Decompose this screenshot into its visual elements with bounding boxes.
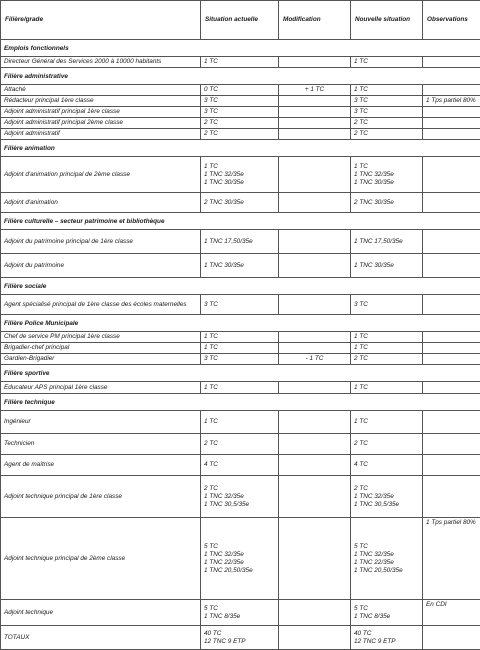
grade-cell: Ingénieur: [1, 411, 201, 434]
observations-cell: [423, 295, 480, 315]
observations-cell: 1 Tps partiel 80%: [423, 96, 480, 107]
table-row: [1, 411, 480, 434]
new-line: 2 TC: [354, 130, 419, 138]
new-cell: [351, 118, 423, 129]
current-line: 2 TC: [204, 130, 275, 138]
new-cell: [351, 354, 423, 365]
current-cell: [201, 118, 279, 129]
new-cell: [351, 382, 423, 394]
table-row: [1, 455, 480, 476]
new-line: 1 TC: [354, 384, 419, 392]
current-line: 1 TC: [204, 163, 275, 171]
totals-current-line: 12 TNC 9 ETP: [204, 638, 275, 646]
current-line: 1 TNC 32/35e: [204, 493, 275, 501]
table-row: [1, 332, 480, 343]
new-line: 5 TC: [354, 543, 419, 551]
current-line: 3 TC: [204, 97, 275, 105]
modification-cell: [279, 434, 351, 455]
grade-cell: Adjoint technique: [1, 600, 201, 626]
new-line: 1 TNC 32/35e: [354, 171, 419, 179]
new-line: 1 TNC 32/35e: [354, 493, 419, 501]
observations-cell: [423, 129, 480, 140]
modification-cell: [279, 382, 351, 394]
new-cell: [351, 129, 423, 140]
new-line: 1 TNC 30,5/35e: [354, 501, 419, 509]
modification-cell: [279, 254, 351, 278]
current-line: 1 TNC 8/35e: [204, 613, 275, 621]
new-line: 1 TNC 17,50/35e: [354, 238, 419, 246]
new-line: 1 TC: [354, 86, 419, 94]
current-line: 2 TNC 30/35e: [204, 199, 275, 207]
current-cell: [201, 476, 279, 518]
modification-cell: [279, 107, 351, 118]
new-line: 1 TC: [354, 333, 419, 341]
new-cell: [351, 518, 423, 600]
current-cell: [201, 600, 279, 626]
grade-cell: Adjoint du patrimoine: [1, 254, 201, 278]
totals-current: [201, 626, 279, 650]
new-cell: [351, 455, 423, 476]
new-line: 1 TNC 8/35e: [354, 613, 419, 621]
modification-cell: [279, 230, 351, 254]
table-row: [1, 193, 480, 213]
current-line: 2 TC: [204, 485, 275, 493]
current-cell: [201, 343, 279, 354]
table-row: [1, 157, 480, 193]
section-header-row: [1, 315, 480, 332]
current-line: 3 TC: [204, 355, 275, 363]
grade-cell: Attaché: [1, 85, 201, 96]
table-row: [1, 476, 480, 518]
section-title: Emplois fonctionnels: [1, 40, 480, 57]
modification-cell: [279, 85, 351, 96]
new-cell: [351, 96, 423, 107]
modification-cell: [279, 118, 351, 129]
section-title: Filière technique: [1, 394, 480, 411]
new-line: 2 TC: [354, 355, 419, 363]
modification-cell: [279, 157, 351, 193]
current-cell: [201, 434, 279, 455]
modification-cell: [279, 476, 351, 518]
section-title: Filière administrative: [1, 68, 480, 85]
current-cell: [201, 85, 279, 96]
table-row: [1, 254, 480, 278]
current-line: 0 TC: [204, 86, 275, 94]
current-line: 1 TC: [204, 344, 275, 352]
current-cell: [201, 295, 279, 315]
header-row: [1, 1, 480, 40]
new-line: 1 TC: [354, 58, 419, 66]
current-line: 1 TC: [204, 384, 275, 392]
grade-cell: Adjoint technique principal de 2ème classe: [1, 518, 201, 600]
new-line: 2 TC: [354, 119, 419, 127]
new-cell: [351, 411, 423, 434]
table-row: [1, 518, 480, 600]
table-row: [1, 434, 480, 455]
modification-cell: [279, 600, 351, 626]
observations-cell: 1 Tps partiel 80%: [423, 518, 480, 600]
current-line: 1 TNC 17,50/35e: [204, 238, 275, 246]
new-cell: [351, 57, 423, 68]
modification-cell: [279, 193, 351, 213]
current-line: 3 TC: [204, 301, 275, 309]
modification-cell: [279, 96, 351, 107]
section-header-row: [1, 394, 480, 411]
grade-cell: Agent spécialisé principal de 1ère classe des écoles maternelles: [1, 295, 201, 315]
grade-cell: Adjoint administratif: [1, 129, 201, 140]
new-line: 1 TC: [354, 418, 419, 426]
new-line: 2 TC: [354, 485, 419, 493]
new-line: 1 TNC 30/35e: [354, 262, 419, 270]
observations-cell: [423, 382, 480, 394]
current-cell: [201, 157, 279, 193]
grade-cell: Directeur Général des Services 2000 à 10000 habitants: [1, 57, 201, 68]
current-line: 4 TC: [204, 461, 275, 469]
table-row: [1, 600, 480, 626]
current-cell: [201, 455, 279, 476]
grade-cell: Technicien: [1, 434, 201, 455]
grade-cell: Adjoint d'animation: [1, 193, 201, 213]
current-line: 2 TC: [204, 440, 275, 448]
totals-new-line: 40 TC: [354, 630, 419, 638]
new-line: 3 TC: [354, 97, 419, 105]
totals-modification: [279, 626, 351, 650]
new-cell: [351, 230, 423, 254]
current-line: 5 TC: [204, 543, 275, 551]
new-cell: [351, 85, 423, 96]
grade-cell: Adjoint du patrimoine principal de 1ère classe: [1, 230, 201, 254]
new-line: 5 TC: [354, 605, 419, 613]
section-title: Filière Police Municipale: [1, 315, 480, 332]
grade-cell: Agent de maîtrise: [1, 455, 201, 476]
modification-cell: [279, 57, 351, 68]
header-grade: Filière/grade: [1, 1, 201, 40]
section-title: Filière sociale: [1, 278, 480, 295]
modification-cell: [279, 295, 351, 315]
current-cell: [201, 518, 279, 600]
header-observations: Observations: [423, 1, 480, 40]
observations-cell: [423, 434, 480, 455]
new-cell: [351, 193, 423, 213]
current-cell: [201, 57, 279, 68]
totals-new-line: 12 TNC 9 ETP: [354, 638, 419, 646]
table-row: [1, 85, 480, 96]
new-cell: [351, 254, 423, 278]
new-cell: [351, 295, 423, 315]
current-line: 1 TNC 32/35e: [204, 171, 275, 179]
table-row: [1, 354, 480, 365]
current-cell: [201, 411, 279, 434]
current-cell: [201, 107, 279, 118]
grade-cell: Chef de service PM principal 1ère classe: [1, 332, 201, 343]
new-line: 4 TC: [354, 461, 419, 469]
current-line: 1 TC: [204, 333, 275, 341]
new-line: 3 TC: [354, 108, 419, 116]
observations-cell: [423, 254, 480, 278]
observations-cell: [423, 343, 480, 354]
grade-cell: Adjoint administratif principal 2ème classe: [1, 118, 201, 129]
totals-observations: [423, 626, 480, 650]
section-title: Filière culturelle – secteur patrimoine et bibliothèque: [1, 213, 480, 230]
observations-cell: [423, 411, 480, 434]
header-modification: Modification: [279, 1, 351, 40]
grade-cell: Gardien-Brigadier: [1, 354, 201, 365]
table-row: [1, 96, 480, 107]
section-title: Filière animation: [1, 140, 480, 157]
section-title: Filière sportive: [1, 365, 480, 382]
current-line: 1 TNC 20,50/35e: [204, 567, 275, 575]
current-line: 1 TNC 30/35e: [204, 179, 275, 187]
new-line: 1 TNC 32/35e: [354, 551, 419, 559]
modification-cell: [279, 129, 351, 140]
new-cell: [351, 476, 423, 518]
header-new: Nouvelle situation: [351, 1, 423, 40]
table-row: [1, 129, 480, 140]
current-line: 5 TC: [204, 605, 275, 613]
current-cell: [201, 129, 279, 140]
grade-cell: Educateur APS principal 1ère classe: [1, 382, 201, 394]
modification-cell: [279, 518, 351, 600]
observations-cell: [423, 118, 480, 129]
totals-row: [1, 626, 480, 650]
modification-cell: [279, 343, 351, 354]
current-line: 1 TC: [204, 58, 275, 66]
new-line: 2 TC: [354, 440, 419, 448]
section-header-row: [1, 68, 480, 85]
section-header-row: [1, 40, 480, 57]
current-cell: [201, 96, 279, 107]
new-cell: [351, 332, 423, 343]
grade-cell: Rédacteur principal 1ère classe: [1, 96, 201, 107]
new-cell: [351, 157, 423, 193]
new-line: 1 TNC 22/35e: [354, 559, 419, 567]
observations-cell: [423, 193, 480, 213]
new-line: 3 TC: [354, 301, 419, 309]
current-line: 1 TNC 22/35e: [204, 559, 275, 567]
observations-cell: [423, 57, 480, 68]
observations-cell: [423, 157, 480, 193]
modification-line: + 1 TC: [282, 86, 347, 94]
grade-cell: Brigadier-chef principal: [1, 343, 201, 354]
current-line: 1 TNC 32/35e: [204, 551, 275, 559]
new-cell: [351, 343, 423, 354]
current-cell: [201, 382, 279, 394]
section-header-row: [1, 140, 480, 157]
grade-cell: Adjoint technique principal de 1ère classe: [1, 476, 201, 518]
observations-cell: [423, 354, 480, 365]
current-cell: [201, 230, 279, 254]
totals-label: TOTAUX: [1, 626, 201, 650]
current-cell: [201, 354, 279, 365]
new-line: 2 TNC 30/35e: [354, 199, 419, 207]
section-header-row: [1, 365, 480, 382]
observations-cell: [423, 476, 480, 518]
new-cell: [351, 434, 423, 455]
modification-line: - 1 TC: [282, 355, 347, 363]
table-row: [1, 343, 480, 354]
modification-cell: [279, 332, 351, 343]
table-row: [1, 57, 480, 68]
modification-cell: [279, 411, 351, 434]
table-row: [1, 295, 480, 315]
section-header-row: [1, 278, 480, 295]
header-current: Situation actuelle: [201, 1, 279, 40]
current-line: 1 TNC 30,5/35e: [204, 501, 275, 509]
totals-new: [351, 626, 423, 650]
new-line: 1 TC: [354, 344, 419, 352]
observations-cell: [423, 85, 480, 96]
table-row: [1, 118, 480, 129]
table-row: [1, 230, 480, 254]
new-line: 1 TC: [354, 163, 419, 171]
section-header-row: [1, 213, 480, 230]
current-cell: [201, 332, 279, 343]
new-cell: [351, 600, 423, 626]
new-cell: [351, 107, 423, 118]
new-line: 1 TNC 30/35e: [354, 179, 419, 187]
modification-cell: [279, 455, 351, 476]
observations-cell: [423, 455, 480, 476]
current-line: 2 TC: [204, 119, 275, 127]
current-line: 1 TNC 30/35e: [204, 262, 275, 270]
totals-current-line: 40 TC: [204, 630, 275, 638]
observations-cell: [423, 230, 480, 254]
grade-cell: Adjoint administratif principal 1ère classe: [1, 107, 201, 118]
table-body: [1, 40, 480, 650]
current-cell: [201, 193, 279, 213]
grade-cell: Adjoint d'animation principal de 2ème classe: [1, 157, 201, 193]
observations-cell: [423, 332, 480, 343]
new-line: 1 TNC 20,50/35e: [354, 567, 419, 575]
table-row: [1, 382, 480, 394]
current-cell: [201, 254, 279, 278]
table-row: [1, 107, 480, 118]
current-line: 1 TC: [204, 418, 275, 426]
current-line: 3 TC: [204, 108, 275, 116]
modification-cell: [279, 354, 351, 365]
observations-cell: [423, 107, 480, 118]
observations-cell: En CDI: [423, 600, 480, 626]
